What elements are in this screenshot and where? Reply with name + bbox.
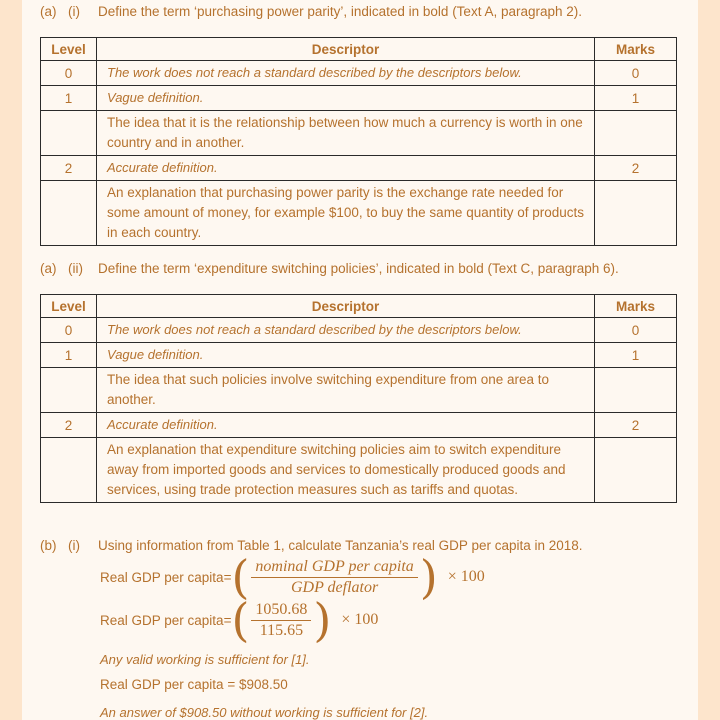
table-row xyxy=(41,86,677,111)
left-paren: ( xyxy=(231,593,250,647)
header-marks: Marks xyxy=(595,295,677,318)
formula-general xyxy=(100,550,485,604)
mark-scheme-page xyxy=(22,0,698,720)
question-a-i xyxy=(40,4,582,19)
question-b-i xyxy=(40,538,583,553)
descriptor-cell: The idea that such policies involve switching expenditure from one area to another. xyxy=(97,368,595,413)
table-row xyxy=(41,156,677,181)
marks-cell: 0 xyxy=(595,61,677,86)
descriptor-cell: Vague definition. xyxy=(97,86,595,111)
formula-label: Real GDP per capita= xyxy=(100,612,232,628)
table-header-row xyxy=(41,38,677,61)
header-level: Level xyxy=(41,295,97,318)
table-row xyxy=(41,438,677,503)
level-cell xyxy=(41,181,97,246)
table-row xyxy=(41,343,677,368)
markscheme-table-2 xyxy=(40,294,677,503)
table-row xyxy=(41,111,677,156)
numerator: nominal GDP per capita xyxy=(251,557,417,578)
right-paren: ) xyxy=(313,593,332,647)
header-marks: Marks xyxy=(595,38,677,61)
marks-cell: 1 xyxy=(595,86,677,111)
marks-cell: 1 xyxy=(595,343,677,368)
question-part: (a) xyxy=(40,261,57,276)
fraction xyxy=(251,557,417,598)
left-paren: ( xyxy=(231,550,250,604)
level-cell: 2 xyxy=(41,156,97,181)
descriptor-cell: An explanation that purchasing power parity is the exchange rate needed for some amount of money, for example $100, to buy the same quantity of products in each country. xyxy=(97,181,595,246)
denominator: GDP deflator xyxy=(290,578,379,596)
markscheme-table-1 xyxy=(40,37,677,246)
question-subpart: (ii) xyxy=(68,261,83,276)
header-level: Level xyxy=(41,38,97,61)
marks-cell: 2 xyxy=(595,156,677,181)
descriptor-cell: Accurate definition. xyxy=(97,156,595,181)
level-cell xyxy=(41,368,97,413)
formula-substituted xyxy=(100,593,379,647)
question-text: Using information from Table 1, calculate Tanzania’s real GDP per capita in 2018. xyxy=(98,538,583,553)
table-row xyxy=(41,368,677,413)
header-descriptor: Descriptor xyxy=(97,295,595,318)
question-subpart: (i) xyxy=(68,538,80,553)
descriptor-cell: The work does not reach a standard described by the descriptors below. xyxy=(97,61,595,86)
answer-line: Real GDP per capita = $908.50 xyxy=(100,677,288,692)
marks-cell: 0 xyxy=(595,318,677,343)
formula-label: Real GDP per capita= xyxy=(100,569,232,585)
descriptor-cell: An explanation that expenditure switching policies aim to switch expenditure away from imported goods and services to domestically produced goods and services, using trade protection measures such as tariffs and quotas. xyxy=(97,438,595,503)
table-row xyxy=(41,413,677,438)
working-note: Any valid working is sufficient for [1]. xyxy=(100,652,310,667)
marks-cell xyxy=(595,111,677,156)
question-a-ii xyxy=(40,261,619,276)
descriptor-cell: The work does not reach a standard described by the descriptors below. xyxy=(97,318,595,343)
descriptor-cell: Accurate definition. xyxy=(97,413,595,438)
fraction xyxy=(251,600,311,641)
numerator: 1050.68 xyxy=(251,600,311,621)
descriptor-cell: The idea that it is the relationship between how much a currency is worth in one country and in another. xyxy=(97,111,595,156)
table-row xyxy=(41,318,677,343)
question-part: (a) xyxy=(40,4,57,19)
multiplier: × 100 xyxy=(447,568,485,585)
marks-cell xyxy=(595,438,677,503)
marks-cell xyxy=(595,368,677,413)
question-text: Define the term ‘expenditure switching policies’, indicated in bold (Text C, paragraph 6). xyxy=(98,261,619,276)
multiplier: × 100 xyxy=(341,611,379,628)
right-paren: ) xyxy=(419,550,438,604)
denominator: 115.65 xyxy=(259,621,304,639)
table-header-row xyxy=(41,295,677,318)
level-cell: 0 xyxy=(41,318,97,343)
descriptor-cell: Vague definition. xyxy=(97,343,595,368)
level-cell: 0 xyxy=(41,61,97,86)
level-cell: 1 xyxy=(41,343,97,368)
level-cell xyxy=(41,438,97,503)
table-row xyxy=(41,181,677,246)
level-cell: 2 xyxy=(41,413,97,438)
marks-cell xyxy=(595,181,677,246)
level-cell xyxy=(41,111,97,156)
answer-note: An answer of $908.50 without working is sufficient for [2]. xyxy=(100,705,429,720)
question-subpart: (i) xyxy=(68,4,80,19)
question-part: (b) xyxy=(40,538,57,553)
table-row xyxy=(41,61,677,86)
level-cell: 1 xyxy=(41,86,97,111)
question-text: Define the term ‘purchasing power parity’, indicated in bold (Text A, paragraph 2). xyxy=(98,4,583,19)
marks-cell: 2 xyxy=(595,413,677,438)
header-descriptor: Descriptor xyxy=(97,38,595,61)
